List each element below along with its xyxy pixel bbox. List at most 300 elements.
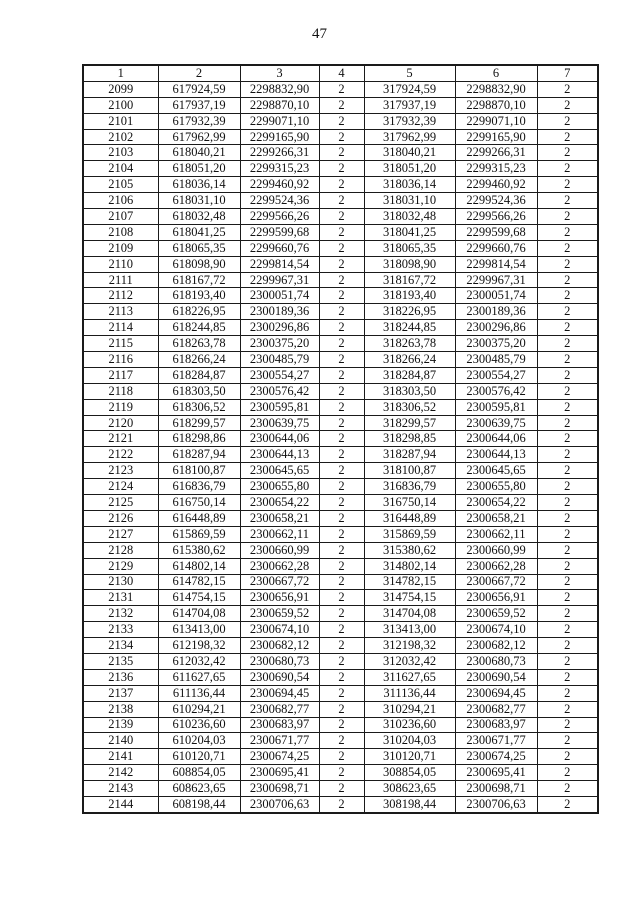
table-row: [83, 129, 598, 145]
table-cell: 2139: [83, 717, 158, 733]
table-cell: 2300682,77: [240, 701, 319, 717]
table-cell: 317932,39: [364, 113, 455, 129]
table-cell: 312032,42: [364, 653, 455, 669]
table-cell: 2299266,31: [240, 145, 319, 161]
table-cell: 2: [319, 256, 364, 272]
table-cell: 618193,40: [158, 288, 240, 304]
table-cell: 2: [537, 320, 598, 336]
table-row: [83, 224, 598, 240]
table-cell: 2105: [83, 177, 158, 193]
table-cell: 618284,87: [158, 367, 240, 383]
table-cell: 2300485,79: [455, 352, 537, 368]
table-cell: 318167,72: [364, 272, 455, 288]
table-cell: 2300485,79: [240, 352, 319, 368]
table-cell: 318284,87: [364, 367, 455, 383]
table-cell: 2: [319, 622, 364, 638]
table-cell: 618303,50: [158, 383, 240, 399]
table-cell: 617932,39: [158, 113, 240, 129]
table-cell: 2299315,23: [455, 161, 537, 177]
table-cell: 2300674,10: [455, 622, 537, 638]
table-cell: 615869,59: [158, 526, 240, 542]
table-cell: 314704,08: [364, 606, 455, 622]
table-cell: 2: [537, 685, 598, 701]
table-cell: 2: [319, 653, 364, 669]
table-cell: 318244,85: [364, 320, 455, 336]
table-cell: 2: [319, 495, 364, 511]
table-cell: 611627,65: [158, 669, 240, 685]
table-cell: 2: [537, 161, 598, 177]
table-cell: 2: [319, 304, 364, 320]
table-cell: 2300051,74: [240, 288, 319, 304]
table-cell: 308623,65: [364, 781, 455, 797]
table-cell: 2300655,80: [455, 479, 537, 495]
table-cell: 2134: [83, 638, 158, 654]
table-cell: 2: [319, 97, 364, 113]
table-cell: 2: [319, 415, 364, 431]
table-cell: 313413,00: [364, 622, 455, 638]
table-cell: 2300554,27: [240, 367, 319, 383]
table-cell: 2: [537, 781, 598, 797]
table-cell: 2299660,76: [455, 240, 537, 256]
table-row: [83, 653, 598, 669]
table-cell: 2300645,65: [240, 463, 319, 479]
table-cell: 2300644,06: [455, 431, 537, 447]
table-cell: 2: [537, 479, 598, 495]
table-cell: 2: [537, 526, 598, 542]
table-cell: 616750,14: [158, 495, 240, 511]
table-cell: 2299599,68: [240, 224, 319, 240]
table-cell: 2300695,41: [455, 765, 537, 781]
table-cell: 2: [537, 701, 598, 717]
table-cell: 2: [537, 590, 598, 606]
table-cell: 2: [319, 558, 364, 574]
table-cell: 2: [537, 510, 598, 526]
table-cell: 610236,60: [158, 717, 240, 733]
table-cell: 2300671,77: [240, 733, 319, 749]
table-cell: 2: [319, 781, 364, 797]
table-cell: 2300660,99: [240, 542, 319, 558]
table-cell: 2: [319, 320, 364, 336]
page-number: 47: [312, 26, 327, 42]
table-cell: 2300682,12: [455, 638, 537, 654]
table-cell: 317924,59: [364, 81, 455, 97]
table-cell: 2300296,86: [240, 320, 319, 336]
table-cell: 318100,87: [364, 463, 455, 479]
table-cell: 2298832,90: [455, 81, 537, 97]
table-cell: 2: [319, 336, 364, 352]
table-row: [83, 209, 598, 225]
table-cell: 2300695,41: [240, 765, 319, 781]
table-cell: 618266,24: [158, 352, 240, 368]
table-cell: 618167,72: [158, 272, 240, 288]
table-cell: 2299599,68: [455, 224, 537, 240]
table-cell: 2: [537, 606, 598, 622]
table-cell: 618065,35: [158, 240, 240, 256]
table-row: [83, 749, 598, 765]
table-cell: 2: [319, 224, 364, 240]
table-cell: 2130: [83, 574, 158, 590]
table-cell: 2299460,92: [240, 177, 319, 193]
table-cell: 2299071,10: [240, 113, 319, 129]
table-cell: 2299524,36: [240, 193, 319, 209]
table-cell: 2300694,45: [240, 685, 319, 701]
table-cell: 2300694,45: [455, 685, 537, 701]
table-cell: 2300659,52: [240, 606, 319, 622]
table-row: [83, 542, 598, 558]
table-cell: 2: [319, 209, 364, 225]
table-cell: 2300576,42: [240, 383, 319, 399]
table-cell: 2: [319, 431, 364, 447]
table-cell: 2: [319, 796, 364, 812]
column-header: 1: [83, 65, 158, 81]
table-cell: 318298,85: [364, 431, 455, 447]
table-row: [83, 193, 598, 209]
table-cell: 2: [319, 510, 364, 526]
table-cell: 308198,44: [364, 796, 455, 812]
table-cell: 616836,79: [158, 479, 240, 495]
table-cell: 2299967,31: [455, 272, 537, 288]
table-cell: 2114: [83, 320, 158, 336]
table-row: [83, 796, 598, 812]
table-cell: 2: [537, 622, 598, 638]
table-cell: 2: [319, 574, 364, 590]
table-cell: 318266,24: [364, 352, 455, 368]
table-cell: 2298832,90: [240, 81, 319, 97]
table-cell: 2110: [83, 256, 158, 272]
table-cell: 2300375,20: [455, 336, 537, 352]
table-cell: 2: [319, 638, 364, 654]
table-cell: 618036,14: [158, 177, 240, 193]
table-cell: 2118: [83, 383, 158, 399]
table-row: [83, 701, 598, 717]
table-cell: 310120,71: [364, 749, 455, 765]
table-cell: 2: [537, 749, 598, 765]
table-cell: 2129: [83, 558, 158, 574]
table-cell: 618040,21: [158, 145, 240, 161]
table-cell: 2: [319, 590, 364, 606]
table-cell: 318306,52: [364, 399, 455, 415]
table-cell: 2300680,73: [240, 653, 319, 669]
coordinates-table: [82, 64, 599, 814]
table-cell: 2300683,97: [240, 717, 319, 733]
table-cell: 2: [537, 129, 598, 145]
table-cell: 610204,03: [158, 733, 240, 749]
table-cell: 2: [537, 97, 598, 113]
table-cell: 318098,90: [364, 256, 455, 272]
table-cell: 2298870,10: [455, 97, 537, 113]
table-cell: 2100: [83, 97, 158, 113]
table-cell: 615380,62: [158, 542, 240, 558]
table-cell: 2102: [83, 129, 158, 145]
table-cell: 318299,57: [364, 415, 455, 431]
table-cell: 2: [319, 129, 364, 145]
table-cell: 614802,14: [158, 558, 240, 574]
column-header: 7: [537, 65, 598, 81]
table-row: [83, 510, 598, 526]
table-cell: 311136,44: [364, 685, 455, 701]
table-row: [83, 495, 598, 511]
table-cell: 2: [537, 574, 598, 590]
table-cell: 614782,15: [158, 574, 240, 590]
table-cell: 2119: [83, 399, 158, 415]
table-cell: 2133: [83, 622, 158, 638]
table-cell: 2: [319, 193, 364, 209]
table-cell: 2300658,21: [455, 510, 537, 526]
table-cell: 2300576,42: [455, 383, 537, 399]
table-cell: 2300189,36: [455, 304, 537, 320]
table-cell: 618299,57: [158, 415, 240, 431]
table-cell: 2299814,54: [455, 256, 537, 272]
table-cell: 2126: [83, 510, 158, 526]
table-row: [83, 81, 598, 97]
table-row: [83, 733, 598, 749]
table-cell: 2: [537, 240, 598, 256]
table-cell: 2300658,21: [240, 510, 319, 526]
table-cell: 2299967,31: [240, 272, 319, 288]
table-cell: 614704,08: [158, 606, 240, 622]
table-cell: 2127: [83, 526, 158, 542]
table-cell: 2300682,77: [455, 701, 537, 717]
table-cell: 314754,15: [364, 590, 455, 606]
table-cell: 2300654,22: [455, 495, 537, 511]
table-cell: 611136,44: [158, 685, 240, 701]
table-row: [83, 113, 598, 129]
table-cell: 2300690,54: [240, 669, 319, 685]
table-cell: 2300645,65: [455, 463, 537, 479]
table-cell: 618051,20: [158, 161, 240, 177]
table-cell: 318263,78: [364, 336, 455, 352]
table-cell: 2140: [83, 733, 158, 749]
table-cell: 2: [537, 383, 598, 399]
table-cell: 2121: [83, 431, 158, 447]
table-cell: 2: [319, 669, 364, 685]
table-row: [83, 336, 598, 352]
table-cell: 318031,10: [364, 193, 455, 209]
table-row: [83, 526, 598, 542]
table-cell: 612198,32: [158, 638, 240, 654]
table-row: [83, 669, 598, 685]
table-cell: 618306,52: [158, 399, 240, 415]
table-cell: 618100,87: [158, 463, 240, 479]
table-cell: 612032,42: [158, 653, 240, 669]
table-cell: 608854,05: [158, 765, 240, 781]
table-cell: 2: [537, 765, 598, 781]
table-cell: 617937,19: [158, 97, 240, 113]
table-row: [83, 685, 598, 701]
table-row: [83, 415, 598, 431]
table-cell: 2: [319, 701, 364, 717]
table-cell: 2: [319, 383, 364, 399]
table-row: [83, 272, 598, 288]
table-cell: 2300662,11: [455, 526, 537, 542]
table-cell: 2300296,86: [455, 320, 537, 336]
column-header: 5: [364, 65, 455, 81]
table-cell: 2123: [83, 463, 158, 479]
table-row: [83, 256, 598, 272]
table-cell: 2: [537, 352, 598, 368]
table-row: [83, 145, 598, 161]
table-cell: 2300051,74: [455, 288, 537, 304]
table-cell: 2113: [83, 304, 158, 320]
table-cell: 2: [319, 240, 364, 256]
table-cell: 315380,62: [364, 542, 455, 558]
column-header: 2: [158, 65, 240, 81]
table-cell: 2300595,81: [240, 399, 319, 415]
table-cell: 2108: [83, 224, 158, 240]
table-header: [83, 65, 598, 81]
table-cell: 2: [537, 495, 598, 511]
table-row: [83, 240, 598, 256]
table-cell: 618032,48: [158, 209, 240, 225]
table-cell: 2: [319, 352, 364, 368]
table-cell: 2128: [83, 542, 158, 558]
table-cell: 2: [537, 447, 598, 463]
table-cell: 318040,21: [364, 145, 455, 161]
table-cell: 617962,99: [158, 129, 240, 145]
table-cell: 2: [319, 479, 364, 495]
table-cell: 2300644,13: [455, 447, 537, 463]
table-cell: 318032,48: [364, 209, 455, 225]
table-row: [83, 367, 598, 383]
table-cell: 2142: [83, 765, 158, 781]
table-row: [83, 479, 598, 495]
table-cell: 2300595,81: [455, 399, 537, 415]
table-cell: 2: [319, 161, 364, 177]
column-header: 6: [455, 65, 537, 81]
table-cell: 618031,10: [158, 193, 240, 209]
table-cell: 2: [537, 177, 598, 193]
table-cell: 2300680,73: [455, 653, 537, 669]
table-cell: 312198,32: [364, 638, 455, 654]
table-cell: 2107: [83, 209, 158, 225]
table-cell: 2125: [83, 495, 158, 511]
table-cell: 2: [537, 796, 598, 812]
table-cell: 2: [319, 399, 364, 415]
table-cell: 2: [537, 272, 598, 288]
table-cell: 2122: [83, 447, 158, 463]
table-row: [83, 590, 598, 606]
table-cell: 618041,25: [158, 224, 240, 240]
table-row: [83, 765, 598, 781]
table-cell: 2298870,10: [240, 97, 319, 113]
table-cell: 2111: [83, 272, 158, 288]
table-row: [83, 97, 598, 113]
table-row: [83, 622, 598, 638]
table-cell: 310236,60: [364, 717, 455, 733]
table-cell: 2300674,25: [455, 749, 537, 765]
table-cell: 2: [537, 256, 598, 272]
table-cell: 2300656,91: [455, 590, 537, 606]
table-cell: 310204,03: [364, 733, 455, 749]
table-cell: 2299660,76: [240, 240, 319, 256]
table-cell: 2300690,54: [455, 669, 537, 685]
table-cell: 2: [319, 113, 364, 129]
table-cell: 2135: [83, 653, 158, 669]
table-row: [83, 352, 598, 368]
table-cell: 616448,89: [158, 510, 240, 526]
table-cell: 317937,19: [364, 97, 455, 113]
table-cell: 2: [537, 733, 598, 749]
table-cell: 2300639,75: [455, 415, 537, 431]
table-cell: 2300674,25: [240, 749, 319, 765]
table-cell: 613413,00: [158, 622, 240, 638]
table-cell: 2: [537, 209, 598, 225]
table-cell: 2299524,36: [455, 193, 537, 209]
table-cell: 2: [537, 431, 598, 447]
table-row: [83, 717, 598, 733]
table-cell: 2300644,13: [240, 447, 319, 463]
table-cell: 2299266,31: [455, 145, 537, 161]
table-cell: 2120: [83, 415, 158, 431]
table-cell: 2: [319, 272, 364, 288]
table-cell: 316448,89: [364, 510, 455, 526]
table-cell: 2300674,10: [240, 622, 319, 638]
header-row: [83, 65, 598, 81]
table-cell: 610120,71: [158, 749, 240, 765]
table-cell: 2: [319, 145, 364, 161]
table-cell: 2300655,80: [240, 479, 319, 495]
table-cell: 2136: [83, 669, 158, 685]
table-row: [83, 431, 598, 447]
table-row: [83, 463, 598, 479]
table-cell: 618098,90: [158, 256, 240, 272]
table-cell: 618298,86: [158, 431, 240, 447]
table-cell: 2: [319, 765, 364, 781]
table-cell: 2: [537, 304, 598, 320]
table-cell: 2144: [83, 796, 158, 812]
table-cell: 2: [319, 447, 364, 463]
table-cell: 2112: [83, 288, 158, 304]
table-body: [83, 81, 598, 812]
table-cell: 2300375,20: [240, 336, 319, 352]
table-cell: 2299165,90: [240, 129, 319, 145]
table-cell: 2299566,26: [455, 209, 537, 225]
table-cell: 2104: [83, 161, 158, 177]
table-cell: 2: [537, 463, 598, 479]
table-cell: 2: [537, 669, 598, 685]
table-row: [83, 288, 598, 304]
column-header: 4: [319, 65, 364, 81]
table-row: [83, 399, 598, 415]
table-cell: 2299566,26: [240, 209, 319, 225]
table-cell: 308854,05: [364, 765, 455, 781]
table-cell: 618244,85: [158, 320, 240, 336]
table-row: [83, 383, 598, 399]
table-cell: 2106: [83, 193, 158, 209]
table-cell: 2: [537, 558, 598, 574]
table-cell: 2109: [83, 240, 158, 256]
table-cell: 316750,14: [364, 495, 455, 511]
table-row: [83, 177, 598, 193]
table-cell: 2117: [83, 367, 158, 383]
table-cell: 315869,59: [364, 526, 455, 542]
table-cell: 608198,44: [158, 796, 240, 812]
column-header: 3: [240, 65, 319, 81]
table-cell: 2300656,91: [240, 590, 319, 606]
table-cell: 2: [319, 685, 364, 701]
table-cell: 2: [537, 638, 598, 654]
table-row: [83, 161, 598, 177]
table-cell: 2: [537, 145, 598, 161]
table-cell: 2: [537, 542, 598, 558]
table-cell: 2300706,63: [240, 796, 319, 812]
table-cell: 2131: [83, 590, 158, 606]
table-cell: 316836,79: [364, 479, 455, 495]
table-cell: 2141: [83, 749, 158, 765]
table-cell: 318041,25: [364, 224, 455, 240]
table-row: [83, 574, 598, 590]
table-cell: 2: [319, 463, 364, 479]
